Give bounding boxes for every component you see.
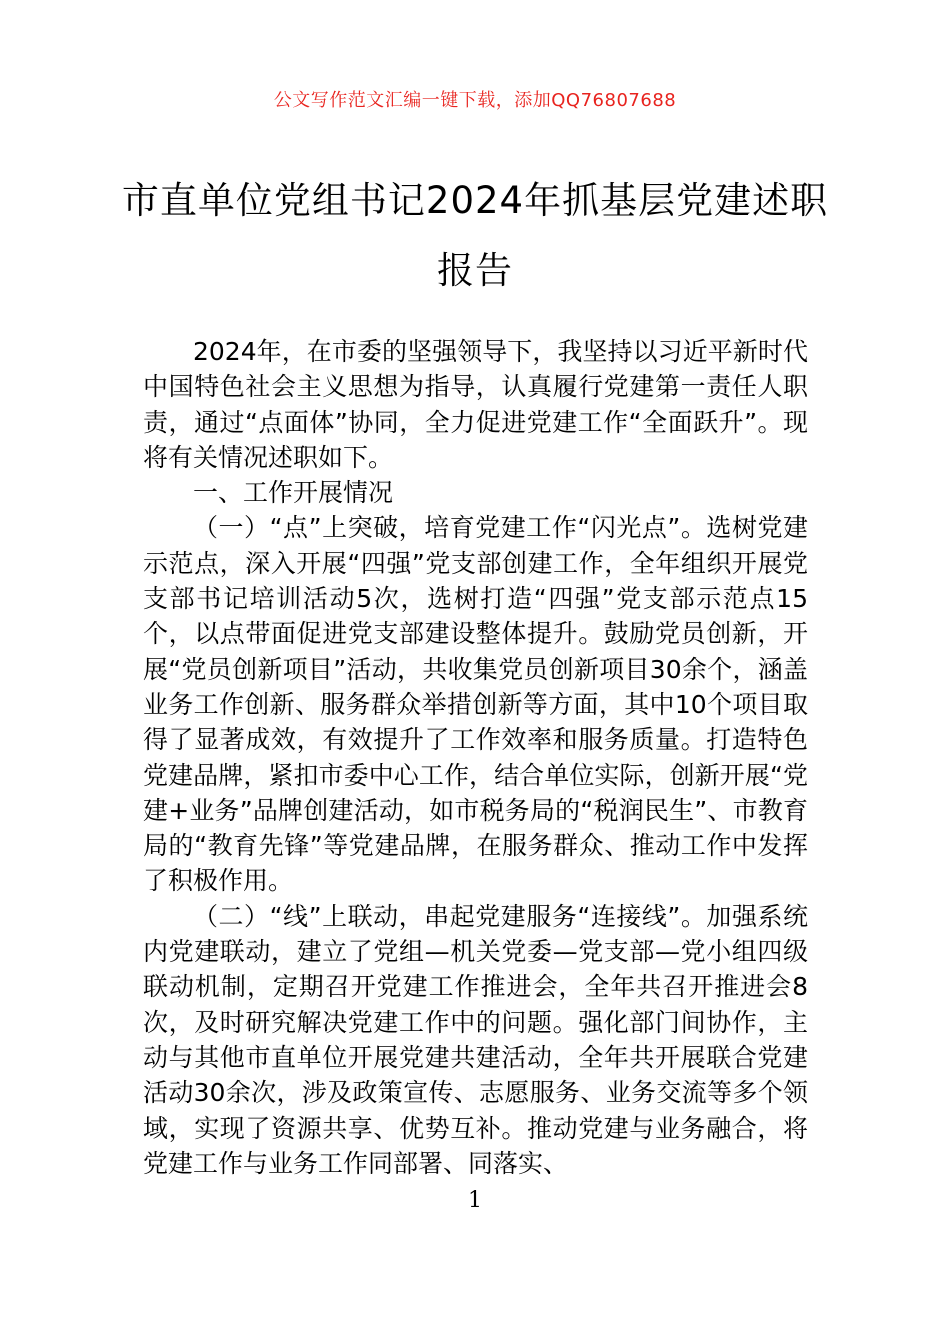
document-title — [100, 166, 850, 306]
header-note: 公文写作范文汇编一键下载，添加QQ76807688 — [273, 90, 677, 111]
body-paragraph: （二）“线”上联动，串起党建服务“连接线”。加强系统内党建联动，建立了党组—机关党委—党支部—党小组四级联动机制，定期召开党建工作推进会，全年共召开推进会8次，及时研究解决党建工作中的问题。强化部门间协作，主动与其他市直单位开展党建共建活动，全年共开展联合党建活动30余次，涉及政策宣传、志愿服务、业务交流等多个领域，实现了资源共享、优势互补。推动党建与业务融合，将党建工作与业务工作同部署、同落实、 — [143, 901, 808, 1178]
page-number: 1 — [468, 1188, 482, 1213]
document-body — [143, 334, 808, 1181]
title-line-1: 市直单位党组书记2024年抓基层党建述职 — [121, 179, 829, 222]
section-heading: 一、工作开展情况 — [193, 478, 394, 508]
body-paragraph: （一）“点”上突破，培育党建工作“闪光点”。选树党建示范点，深入开展“四强”党支部创建工作，全年组织开展党支部书记培训活动5次，选树打造“四强”党支部示范点15个，以点带面促进党支部建设整体提升。鼓励党员创新，开展“党员创新项目”活动，共收集党员创新项目30余个，涵盖业务工作创新、服务群众举措创新等方面，其中10个项目取得了显著成效，有效提升了工作效率和服务质量。打造特色党建品牌，紧扣市委中心工作，结合单位实际，创新开展“党建+业务”品牌创建活动，如市税务局的“税润民生”、市教育局的“教育先锋”等党建品牌，在服务群众、推动工作中发挥了积极作用。 — [143, 513, 808, 896]
title-line-2: 报告 — [437, 249, 513, 292]
intro-paragraph: 2024年，在市委的坚强领导下，我坚持以习近平新时代中国特色社会主义思想为指导，认真履行党建第一责任人职责，通过“点面体”协同，全力促进党建工作“全面跃升”。现将有关情况述职如下。 — [143, 337, 808, 472]
